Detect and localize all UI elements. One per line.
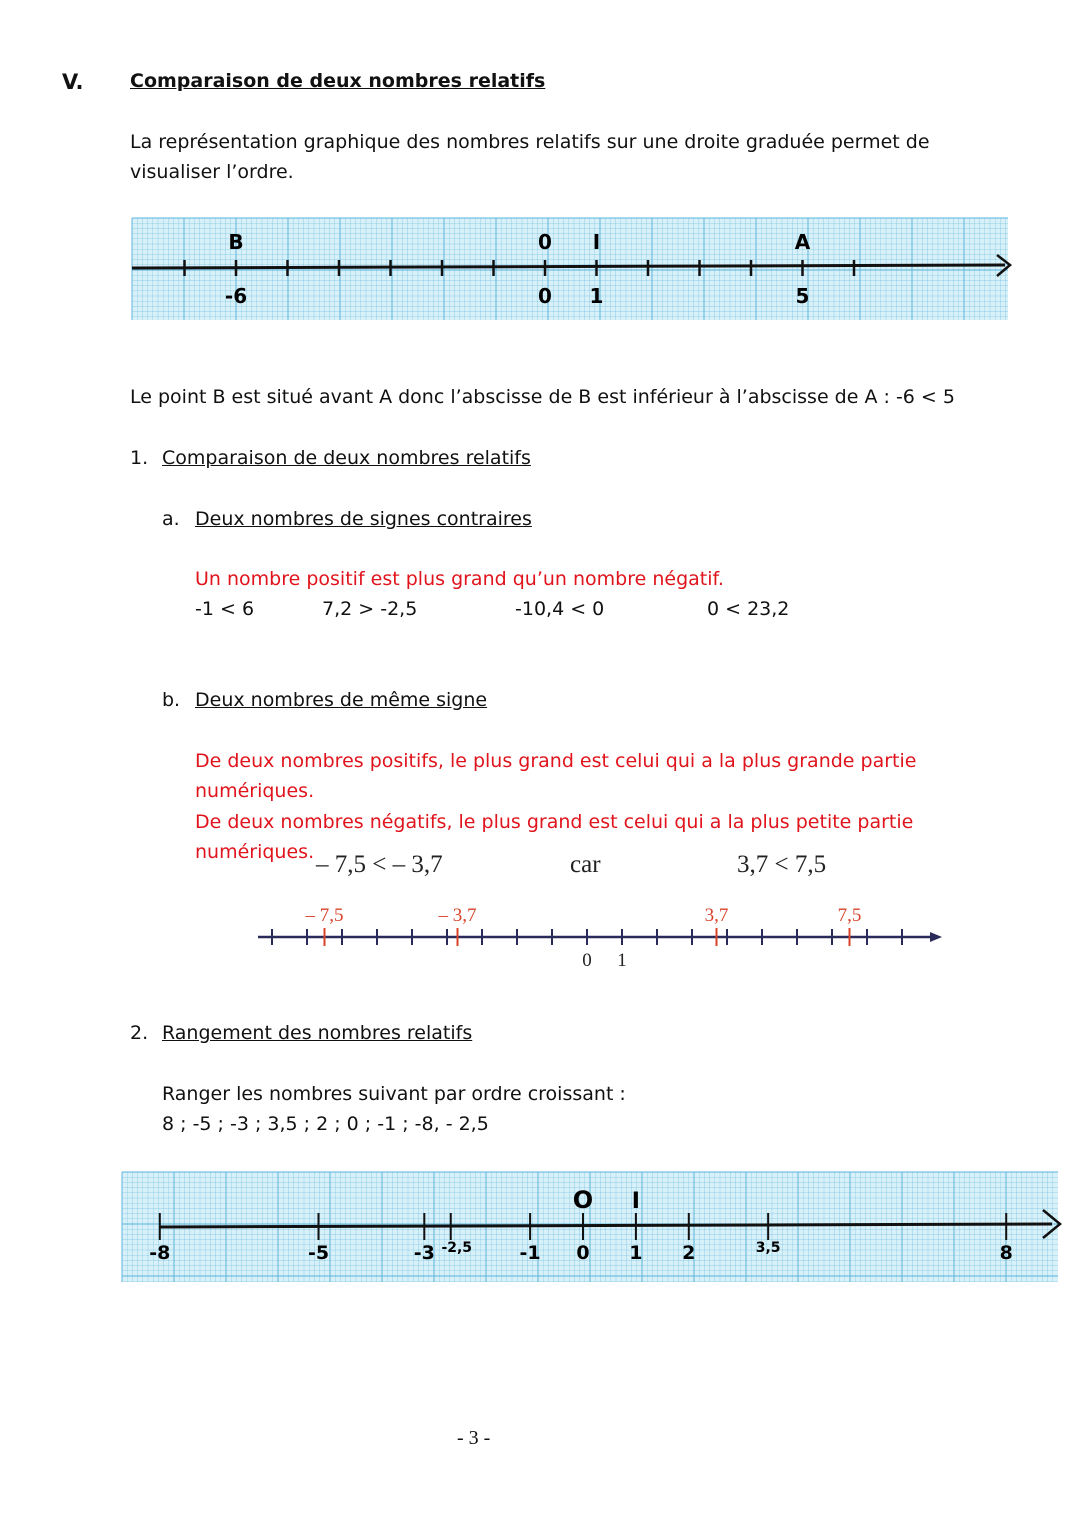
red-mark-label: 3,7 [704, 905, 729, 926]
sub1a-rule: Un nombre positif est plus grand qu’un nombre négatif. [195, 568, 724, 590]
sub1b-title: Deux nombres de même signe [195, 689, 488, 711]
sub1b-letter: b. [162, 689, 181, 711]
point-name: 0 [538, 230, 552, 254]
origin-label: O [572, 1186, 594, 1214]
point-name: A [794, 230, 811, 254]
red-mark-label: 7,5 [837, 905, 862, 926]
point-label: 1 [589, 284, 604, 308]
sub1a-title: Deux nombres de signes contraires [195, 508, 532, 530]
section-title: Comparaison de deux nombres relatifs [130, 70, 546, 92]
example-3: -10,4 < 0 [515, 598, 605, 620]
example-car: car [570, 851, 601, 878]
sub1a-letter: a. [162, 508, 180, 530]
rule-negative-cont: numériques. [195, 841, 315, 863]
point-label: 0 [538, 284, 552, 308]
intro-line-2: visualiser l’ordre. [130, 161, 294, 183]
tick-label: -8 [149, 1242, 171, 1264]
tick-label: 8 [999, 1242, 1013, 1264]
arrow-2 [930, 932, 942, 942]
red-mark-label: – 3,7 [438, 905, 477, 926]
sub2-title: Rangement des nombres relatifs [162, 1022, 473, 1044]
intro-line-1: La représentation graphique des nombres relatifs sur une droite graduée permet de [130, 131, 930, 153]
red-mark-label: – 7,5 [305, 905, 344, 926]
tick-label: -1 [519, 1242, 541, 1264]
sub2-number: 2. [130, 1022, 149, 1044]
example-4: 0 < 23,2 [707, 598, 790, 620]
page-number: - 3 - [457, 1427, 491, 1449]
point-name: I [592, 230, 601, 254]
tick-label: 2 [682, 1242, 696, 1264]
point-label: 5 [795, 284, 810, 308]
tick-label: 0 [576, 1242, 590, 1264]
section-number: V. [62, 70, 84, 94]
sub1-title: Comparaison de deux nombres relatifs [162, 447, 531, 469]
unit-label: I [631, 1189, 640, 1214]
rule-positive-cont: numériques. [195, 780, 315, 802]
example-negative: – 7,5 < – 3,7 [316, 851, 443, 878]
statement: Le point B est situé avant A donc l’abscisse de B est inférieur à l’abscisse de A : -6 < 5 [130, 386, 955, 408]
tick-label: -2,5 [441, 1240, 473, 1256]
rule-negative: De deux nombres négatifs, le plus grand est celui qui a la plus petite partie [195, 811, 914, 833]
sub1-number: 1. [130, 447, 149, 469]
point-label: -6 [224, 284, 248, 308]
axis-label: 0 [582, 950, 592, 971]
axis-label: 1 [617, 950, 627, 971]
example-2: 7,2 > -2,5 [322, 598, 418, 620]
point-name: B [228, 230, 244, 254]
example-1: -1 < 6 [195, 598, 255, 620]
tick-label: -3 [413, 1242, 435, 1264]
tick-label: 1 [629, 1242, 643, 1264]
sub2-instruction: Ranger les nombres suivant par ordre croissant : [162, 1083, 626, 1105]
rule-positive: De deux nombres positifs, le plus grand est celui qui a la plus grande partie [195, 750, 917, 772]
tick-label: -5 [307, 1242, 330, 1264]
example-positive: 3,7 < 7,5 [737, 851, 827, 878]
sub2-numbers: 8 ; -5 ; -3 ; 3,5 ; 2 ; 0 ; -1 ; -8, - 2,5 [162, 1113, 489, 1135]
tick-label: 3,5 [755, 1240, 781, 1256]
